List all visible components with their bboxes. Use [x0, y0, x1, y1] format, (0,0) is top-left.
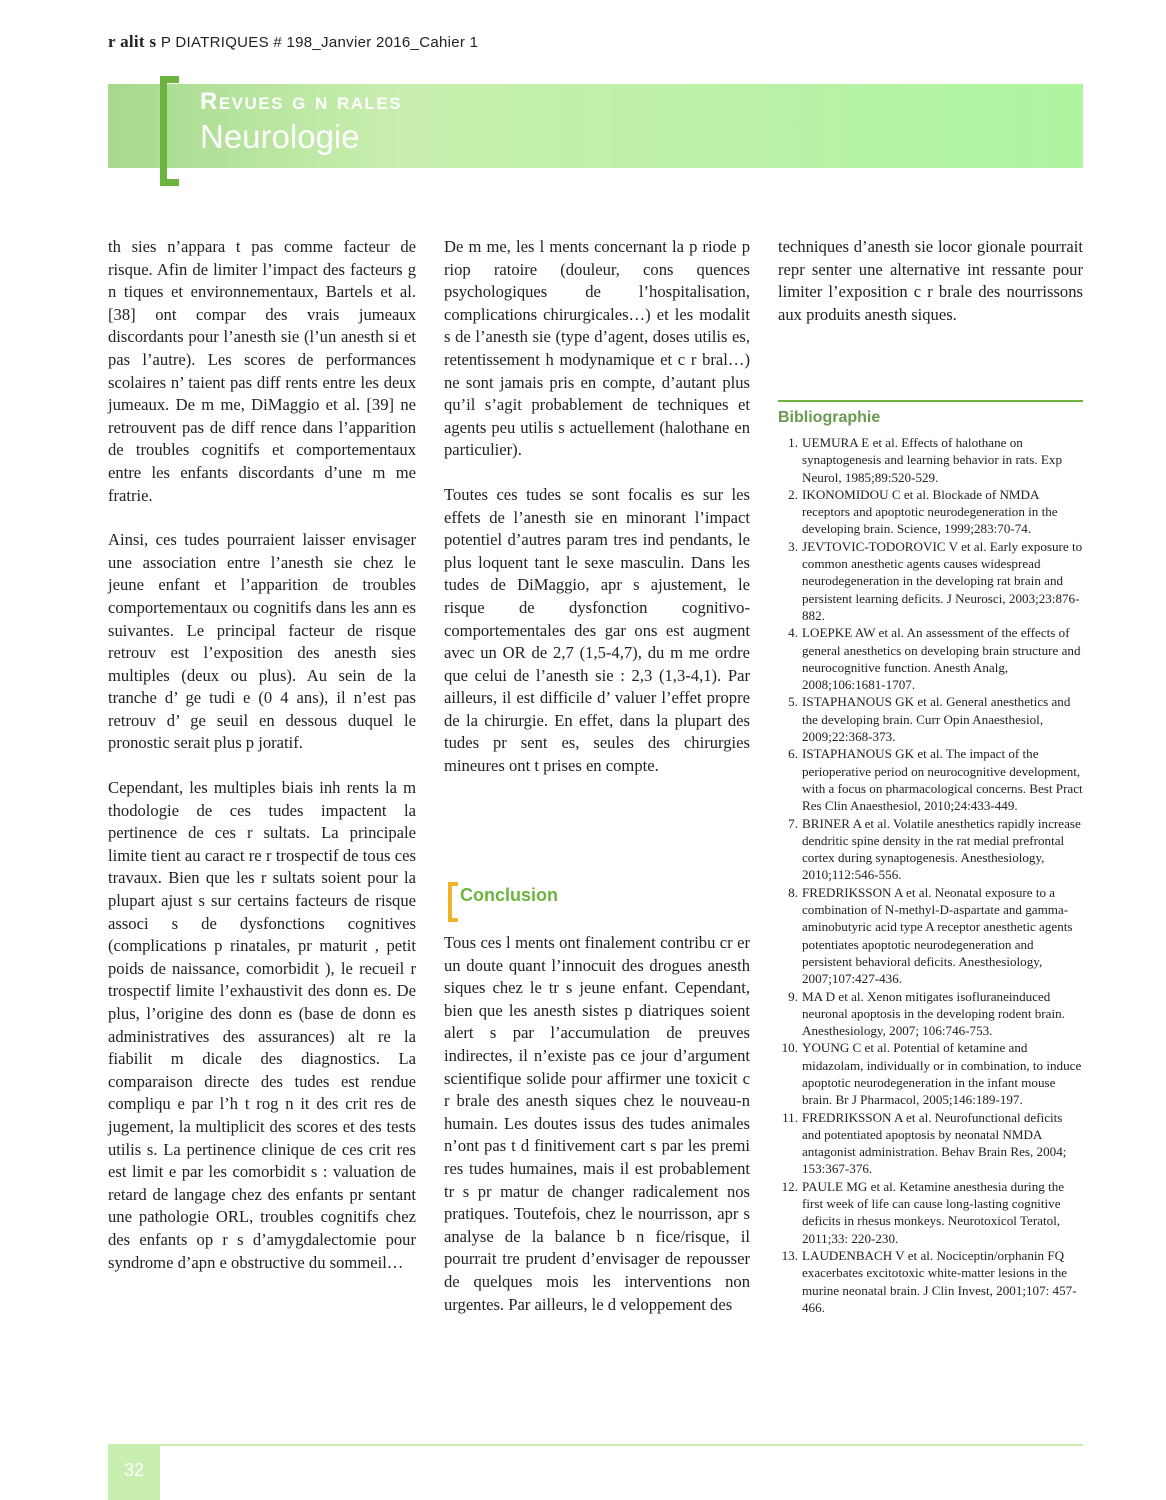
journal-prefix: r alit s: [108, 32, 157, 51]
paragraph: techniques d’anesth sie locor gionale pourrait repr senter une alternative int ressante pour limiter l’exposition c r brale des nourrissons aux produits anesth siques.: [778, 237, 1083, 324]
rubric-label: Revues g n rales: [200, 88, 403, 115]
reference-number: 4.: [788, 625, 798, 641]
running-head: [108, 32, 478, 52]
reference-number: 5.: [788, 694, 798, 710]
section-title: Neurologie: [200, 118, 360, 155]
paragraph: Cependant, les multiples biais inh rents la m thodologie de ces tudes impactent la pertinence de ces r sultats. La principale limite tient au caract re r trospectif de tous ces travaux. Bien que les r sultats soient pour la plupart ajust s sur certains facteurs de risque associ s de dysfonctions cognitives (complications p rinatales, pr maturit , petit poids de naissance, comorbidit ), le recueil r trospectif limite l’exhaustivit des donn es. De plus, l’origine des donn es (base de donn es administratives des assurances) alt re la fiabilit m dicale des diagnostics. La comparaison directe des tudes est rendue compliqu e par l’h t rog n it des crit res de jugement, la multiplicit des scores et des tests utilis s. La pertinence clinique de ces crit res est limit e par les comorbidit s : valuation de retard de langage chez des enfants pr sentant une pathologie ORL, troubles cognitifs chez des enfants op r s d’amygdalectomie pour syndrome d’apn e obstructive du sommeil…: [108, 778, 416, 1272]
reference-text: JEVTOVIC-TODOROVIC V et al. Early exposure to common anesthetic agents causes widespread neurodegeneration in the developing rat brain and persistent learning deficits. J Neurosci, 2003;23:876-882.: [802, 538, 1083, 623]
reference-item: [778, 1178, 1083, 1247]
reference-text: YOUNG C et al. Potential of ketamine and midazolam, individually or in combination, to induce apoptotic neurodegeneration in the infant mouse brain. Br J Pharmacol, 2005;146:189-197.: [802, 1040, 1082, 1108]
conclusion-heading: Conclusion: [460, 885, 558, 905]
reference-number: 13.: [781, 1247, 798, 1263]
reference-text: ISTAPHANOUS GK et al. General anesthetics and the developing brain. Curr Opin Anaesthesiol, 2009;22:368-373.: [802, 694, 1071, 745]
reference-item: [778, 693, 1083, 745]
paragraph: Toutes ces tudes se sont focalis es sur les effets de l’anesth sie en minorant l’impact potentiel d’autres param tres ind pendants, le plus loquent tant le sexe masculin. Dans les tudes de DiMaggio, apr s ajustement, le risque de dysfonction cognitivo-comportementales des gar ons est augment avec un OR de 2,7 (1,5-4,7), du m me ordre que celui de l’anesth sie : 2,3 (1,3-4,1). Par ailleurs, il est difficile d’ valuer l’effet propre de la chirurgie. En effet, dans la plupart des tudes pr sent es, seules des chirurgies mineures ont t prises en compte.: [444, 484, 750, 776]
reference-item: [778, 1247, 1083, 1316]
reference-text: LAUDENBACH V et al. Nociceptin/orphanin FQ exacerbates excitotoxic white-matter lesions in the murine neonatal brain. J Clin Invest, 2001;107: 457-466.: [802, 1247, 1077, 1315]
reference-text: IKONOMIDOU C et al. Blockade of NMDA receptors and apoptotic neurodegeneration in the developing brain. Science, 1999;283:70-74.: [802, 486, 1058, 537]
reference-text: MA D et al. Xenon mitigates isofluraneinduced neuronal apoptosis in the developing rodent brain. Anesthesiology, 2007; 106:746-753.: [802, 988, 1065, 1039]
paragraph: De m me, les l ments concernant la p riode p riop ratoire (douleur, cons quences psychologiques de l’hospitalisation, complications chirurgicales…) et les modalit s de l’anesth sie (type d’agent, doses utilis es, retentissement h modynamique et c r bral…) ne sont jamais pris en compte, d’autant plus qu’il s’agit probablement de techniques et agents peu utilis s actuellement (halothane en particulier).: [444, 237, 750, 460]
reference-number: 7.: [788, 815, 798, 831]
reference-text: FREDRIKSSON A et al. Neonatal exposure to a combination of N-methyl-D-aspartate and gamma-aminobutyric acid type A receptor anesthetic agents potentiates apoptotic neurodegeneration and persistent behavioral deficits. Anesthesiology, 2007;107:427-436.: [802, 884, 1073, 987]
reference-text: BRINER A et al. Volatile anesthetics rapidly increase dendritic spine density in the rat medial prefrontal cortex during synaptogenesis. Anesthesiology, 2010;112:546-556.: [802, 815, 1081, 883]
bibliography-heading: Bibliographie: [778, 409, 881, 426]
reference-item: [778, 815, 1083, 884]
reference-item: [778, 434, 1083, 486]
conclusion-bracket: [448, 882, 458, 922]
paragraph: th sies n’appara t pas comme facteur de risque. Afin de limiter l’impact des facteurs g n tiques et environnementaux, Bartels et al. [38] ont compar des vrais jumeaux discordants pour l’anesth sie (l’un anesth si et pas l’autre). Les scores de performances scolaires n’ taient pas diff rents entre les deux jumeaux. De m me, DiMaggio et al. [39] ne retrouvent pas de diff rence dans l’apparition de troubles cognitifs et comportementaux entre les enfants discordants d’une m me fratrie.: [108, 237, 416, 505]
reference-text: LOEPKE AW et al. An assessment of the effects of general anesthetics on developing brain structure and neurocognitive function. Anesth Analg, 2008;106:1681-1707.: [802, 625, 1081, 693]
journal-issue: P DIATRIQUES # 198_Janvier 2016_Cahier 1: [160, 34, 479, 51]
reference-number: 6.: [788, 746, 798, 762]
reference-text: ISTAPHANOUS GK et al. The impact of the perioperative period on neurocognitive development, with a focus on pharmacological concerns. Best Pract Res Clin Anaesthesiol, 2010;24:433-449.: [802, 746, 1083, 814]
reference-item: [778, 1109, 1083, 1178]
page-number: 32: [123, 1460, 145, 1480]
paragraph: Ainsi, ces tudes pourraient laisser envisager une association entre l’anesth sie chez le jeune enfant et l’apparition de troubles comportementaux ou cognitifs dans les ann es suivantes. Le principal facteur de risque retrouv est l’exposition des anesth sies multiples (deux ou plus). Au sein de la tranche d’ ge tudi e (0 4 ans), il n’est pas retrouv d’ ge seuil en dessous duquel le pronostic serait plus p joratif.: [108, 530, 416, 753]
reference-text: UEMURA E et al. Effects of halothane on synaptogenesis and learning behavior in rats. Exp Neurol, 1985;89:520-529.: [802, 435, 1062, 485]
column-1: [108, 236, 416, 1296]
paragraph: Tous ces l ments ont finalement contribu cr er un doute quant l’innocuit des drogues anesth siques chez le tr s jeune enfant. Cependant, bien que les anesth sistes p diatriques soient alert s par l’accumulation de preuves indirectes, il n’existe pas ce jour d’argument scientifique solide pour affirmer une toxicit c r brale des anesth siques chez le nouveau-n humain. Les doutes issus des tudes animales n’ont pas t d finitivement cart s par les premi res tudes humaines, mais il est probablement tr s pr matur de changer radicalement nos pratiques. Toutefois, chez le nourrisson, apr s analyse de la balance b n fice/risque, il pourrait tre prudent d’envisager de repousser de quelques mois les interventions non urgentes. Par ailleurs, le d veloppement des: [444, 933, 750, 1314]
reference-item: [778, 988, 1083, 1040]
reference-text: PAULE MG et al. Ketamine anesthesia during the first week of life can cause long-lasting cognitive deficits in rhesus monkeys. Neurotoxicol Teratol, 2011;33: 220-230.: [802, 1178, 1065, 1246]
reference-list: [778, 434, 1083, 1316]
column-2: [444, 236, 750, 800]
reference-item: [778, 538, 1083, 624]
reference-number: 3.: [788, 538, 798, 554]
reference-number: 8.: [788, 884, 798, 900]
footer-rule: [160, 1444, 1083, 1446]
reference-item: [778, 486, 1083, 538]
reference-number: 1.: [788, 435, 798, 450]
banner-bracket: [160, 76, 179, 186]
reference-item: [778, 624, 1083, 693]
reference-number: 9.: [788, 988, 798, 1004]
reference-item: [778, 745, 1083, 814]
column-2-conclusion: [444, 932, 750, 1338]
reference-item: [778, 1039, 1083, 1108]
reference-item: [778, 884, 1083, 988]
column-3: [778, 236, 1083, 348]
reference-number: 10.: [781, 1040, 798, 1056]
reference-number: 11.: [782, 1109, 798, 1125]
reference-text: FREDRIKSSON A et al. Neurofunctional deficits and potentiated apoptosis by neonatal NMDA antagonist administration. Behav Brain Res, 2004; 153:367-376.: [802, 1109, 1067, 1177]
bibliography-rule: [778, 400, 1083, 402]
reference-number: 12.: [781, 1178, 798, 1194]
reference-number: 2.: [788, 486, 798, 502]
